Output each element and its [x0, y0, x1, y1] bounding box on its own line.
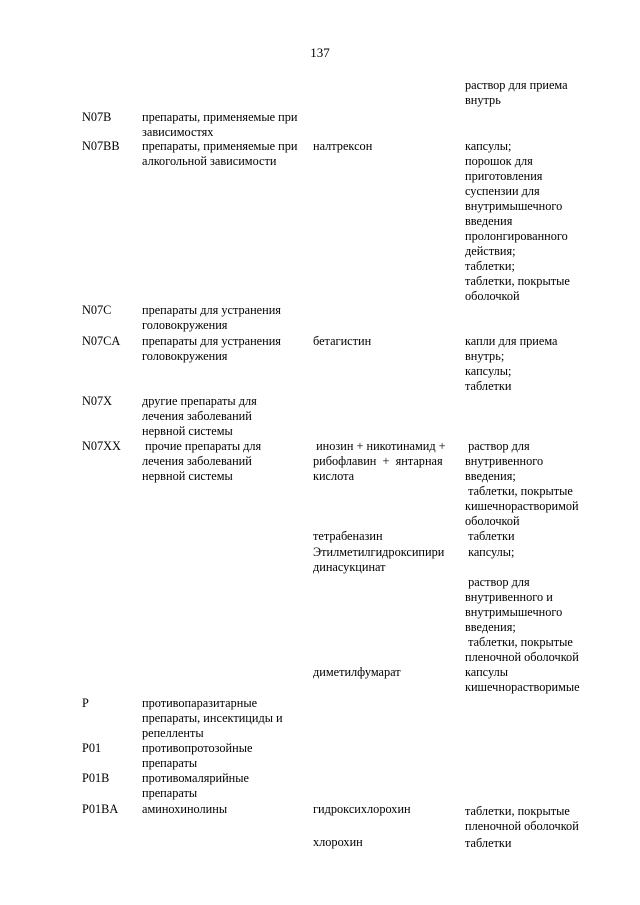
group-name: головокружения — [142, 318, 228, 332]
group-name: алкогольной зависимости — [142, 154, 277, 168]
group-name: нервной системы — [142, 469, 233, 483]
group-name: противопротозойные — [142, 741, 253, 755]
dosage-form: пленочной оболочкой — [465, 650, 579, 664]
atc-code: P01BA — [82, 802, 119, 816]
dosage-form: таблетки — [465, 379, 512, 393]
drug-name: тетрабеназин — [313, 529, 383, 543]
drug-name: гидроксихлорохин — [313, 802, 411, 816]
drug-name: налтрексон — [313, 139, 373, 153]
dosage-form: таблетки, покрытые — [465, 274, 570, 288]
dosage-form: приготовления — [465, 169, 543, 183]
dosage-form: раствор для приема — [465, 78, 568, 92]
dosage-form: внутримышечного — [465, 605, 563, 619]
dosage-form: капсулы; — [465, 364, 512, 378]
dosage-form: таблетки; — [465, 259, 515, 273]
dosage-form: раствор для — [465, 575, 530, 589]
group-name: головокружения — [142, 349, 228, 363]
group-name: препараты — [142, 756, 198, 770]
dosage-form: капсулы — [465, 665, 508, 679]
dosage-form: кишечнорастворимой — [465, 499, 579, 513]
atc-code: N07CA — [82, 334, 121, 348]
dosage-form: внутрь; — [465, 349, 505, 363]
dosage-form: раствор для — [465, 439, 530, 453]
atc-code: N07XX — [82, 439, 121, 453]
dosage-form: таблетки — [465, 529, 515, 543]
dosage-form: таблетки — [465, 836, 512, 850]
group-name: противопаразитарные — [142, 696, 258, 710]
drug-name: диметилфумарат — [313, 665, 401, 679]
dosage-form: внутрь — [465, 93, 501, 107]
group-name: препараты для устранения — [142, 303, 281, 317]
group-name: лечения заболеваний — [142, 409, 252, 423]
atc-code: N07B — [82, 110, 112, 124]
drug-name: Этилметилгидроксипири — [313, 545, 445, 559]
drug-name: инозин + никотинамид + — [313, 439, 446, 453]
dosage-form: пролонгированного — [465, 229, 568, 243]
atc-code: N07BB — [82, 139, 120, 153]
dosage-form: внутривенного — [465, 454, 544, 468]
atc-code: N07C — [82, 303, 112, 317]
group-name: лечения заболеваний — [142, 454, 252, 468]
group-name: препараты, инсектициды и — [142, 711, 283, 725]
dosage-form: таблетки, покрытые — [465, 804, 570, 818]
group-name: препараты, применяемые при — [142, 139, 298, 153]
drug-name: хлорохин — [313, 835, 363, 849]
drug-name: кислота — [313, 469, 355, 483]
group-name: нервной системы — [142, 424, 233, 438]
dosage-form: введения — [465, 214, 513, 228]
dosage-form: оболочкой — [465, 514, 520, 528]
dosage-form: действия; — [465, 244, 516, 258]
atc-code: P01B — [82, 771, 110, 785]
drug-name: бетагистин — [313, 334, 372, 348]
dosage-form: внутримышечного — [465, 199, 563, 213]
drug-name: рибофлавин + янтарная — [313, 454, 443, 468]
dosage-form: суспензии для — [465, 184, 540, 198]
dosage-form: порошок для — [465, 154, 533, 168]
dosage-form: таблетки, покрытые — [465, 484, 573, 498]
group-name: репелленты — [142, 726, 204, 740]
dosage-form: оболочкой — [465, 289, 520, 303]
atc-code: P01 — [82, 741, 102, 755]
dosage-form: таблетки, покрытые — [465, 635, 573, 649]
group-name: аминохинолины — [142, 802, 228, 816]
group-name: зависимостях — [142, 125, 214, 139]
group-name: препараты — [142, 786, 198, 800]
group-name: прочие препараты для — [142, 439, 262, 453]
group-name: препараты для устранения — [142, 334, 281, 348]
atc-code: N07X — [82, 394, 113, 408]
group-name: другие препараты для — [142, 394, 257, 408]
dosage-form: капсулы; — [465, 545, 515, 559]
dosage-form: пленочной оболочкой — [465, 819, 579, 833]
dosage-form: кишечнорастворимые — [465, 680, 580, 694]
dosage-form: введения; — [465, 469, 516, 483]
page-number: 137 — [310, 45, 330, 60]
atc-code: P — [82, 696, 89, 710]
group-name: препараты, применяемые при — [142, 110, 298, 124]
dosage-form: внутривенного и — [465, 590, 553, 604]
dosage-form: капли для приема — [465, 334, 558, 348]
dosage-form: капсулы; — [465, 139, 512, 153]
drug-name: динасукцинат — [313, 560, 386, 574]
dosage-form: введения; — [465, 620, 516, 634]
group-name: противомалярийные — [142, 771, 249, 785]
